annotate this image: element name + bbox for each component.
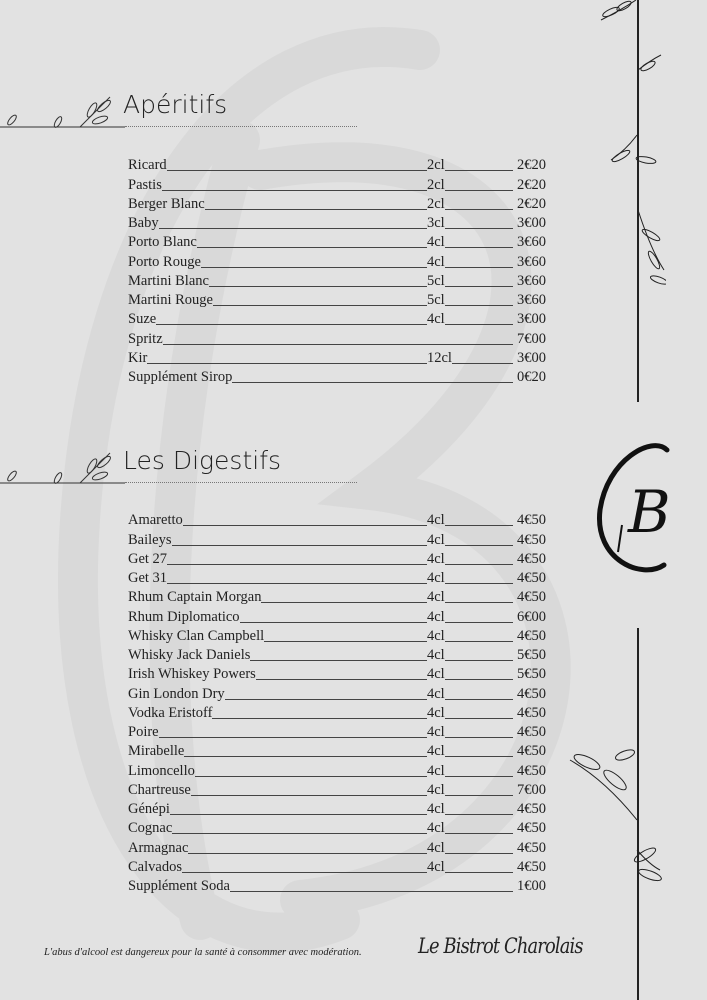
item-price: 4€50 [517, 762, 546, 779]
menu-item [128, 290, 546, 309]
item-volume: 12cl [427, 349, 452, 366]
item-volume: 5cl [427, 292, 445, 308]
leader-line [195, 776, 427, 777]
item-name: Spritz [128, 330, 163, 347]
menu-item [128, 194, 546, 213]
leader-line [445, 324, 513, 325]
leader-line [445, 228, 513, 229]
heading-leaf-icon [0, 448, 125, 493]
restaurant-signature: Le Bistrot Charolais [418, 934, 583, 958]
alcohol-warning: L'abus d'alcool est dangereux pour la santé à consommer avec modération. [44, 947, 362, 958]
menu-item [128, 348, 546, 367]
menu-item [128, 818, 546, 837]
leader-line [445, 679, 513, 680]
item-volume: 4cl [427, 820, 445, 837]
item-volume: 3cl [427, 215, 445, 231]
item-volume: 4cl [427, 512, 445, 529]
menu-item [128, 174, 546, 193]
menu-item [128, 549, 546, 568]
item-volume: 4cl [427, 781, 445, 798]
menu-item [128, 760, 546, 779]
item-name: Whisky Jack Daniels [128, 647, 251, 663]
leader-line [445, 718, 513, 719]
item-name: Ricard [128, 157, 167, 174]
item-price: 3€60 [517, 234, 546, 251]
leader-line [445, 267, 513, 268]
item-volume: 4cl [427, 666, 445, 683]
item-name: Amaretto [128, 512, 183, 529]
leader-line [182, 872, 427, 873]
leader-line [445, 583, 513, 584]
item-name: Baileys [128, 531, 172, 548]
item-price: 3€60 [517, 272, 546, 289]
menu-item [128, 529, 546, 548]
item-name: Calvados [128, 858, 182, 875]
item-volume: 2cl [427, 195, 445, 212]
leader-line [188, 853, 427, 854]
leader-line [452, 363, 513, 364]
leader-line [163, 344, 513, 345]
item-price: 1€00 [517, 878, 546, 894]
item-price: 4€50 [517, 685, 546, 702]
menu-item [128, 664, 546, 683]
item-name: Supplément Sirop [128, 369, 233, 385]
leader-line [225, 699, 427, 700]
leader-line [172, 833, 427, 834]
leader-line [212, 718, 427, 719]
leader-line [183, 525, 427, 526]
leader-line [213, 305, 427, 306]
menu-item [128, 722, 546, 741]
leader-line [445, 209, 513, 210]
item-name: Suze [128, 311, 157, 328]
leader-line [445, 853, 513, 854]
item-price: 5€50 [517, 666, 546, 683]
leader-line [264, 641, 427, 642]
item-name: Get 31 [128, 570, 168, 586]
leader-line [445, 170, 513, 171]
leader-line [191, 795, 427, 796]
item-name: Irish Whiskey Powers [128, 666, 256, 683]
item-volume: 4cl [427, 704, 445, 721]
item-volume: 4cl [427, 724, 445, 740]
item-price: 3€60 [517, 253, 546, 270]
leader-line [250, 660, 427, 661]
section-title-digestifs: Les Digestifs [123, 446, 282, 475]
item-name: Baby [128, 215, 159, 231]
leader-line [445, 545, 513, 546]
item-price: 2€20 [517, 176, 546, 193]
leader-line [445, 190, 513, 191]
item-price: 4€50 [517, 858, 546, 875]
menu-item [128, 626, 546, 645]
item-name: Martini Blanc [128, 272, 209, 289]
item-name: Armagnac [128, 839, 189, 856]
leader-line [445, 622, 513, 623]
leader-line [205, 209, 427, 210]
item-price: 4€50 [517, 512, 546, 529]
menu-item [128, 309, 546, 328]
item-volume: 4cl [427, 743, 445, 760]
item-volume: 4cl [427, 589, 445, 606]
item-price: 7€00 [517, 781, 546, 798]
leader-line [445, 660, 513, 661]
bistrot-logo [592, 440, 682, 580]
item-price: 4€50 [517, 531, 546, 548]
item-volume: 4cl [427, 531, 445, 548]
menu-item [128, 857, 546, 876]
item-price: 3€60 [517, 292, 546, 308]
leader-line [445, 602, 513, 603]
menu-item [128, 271, 546, 290]
section-title-aperitifs: Apéritifs [123, 90, 228, 119]
leader-line [230, 891, 513, 892]
menu-item [128, 741, 546, 760]
item-volume: 4cl [427, 858, 445, 875]
item-name: Porto Blanc [128, 234, 197, 251]
item-name: Porto Rouge [128, 253, 201, 270]
item-price: 4€50 [517, 570, 546, 586]
leader-line [445, 305, 513, 306]
leader-line [167, 583, 427, 584]
leader-line [445, 564, 513, 565]
item-volume: 4cl [427, 550, 445, 567]
item-name: Limoncello [128, 762, 195, 779]
menu-item [128, 837, 546, 856]
leader-line [445, 286, 513, 287]
item-volume: 2cl [427, 176, 445, 193]
item-name: Martini Rouge [128, 292, 213, 308]
item-name: Supplément Soda [128, 878, 230, 894]
leader-line [445, 247, 513, 248]
menu-item [128, 251, 546, 270]
item-price: 3€00 [517, 349, 546, 366]
item-name: Gin London Dry [128, 685, 225, 702]
leader-line [162, 190, 427, 191]
item-name: Vodka Eristoff [128, 704, 213, 721]
item-price: 6€00 [517, 608, 546, 625]
leader-line [201, 267, 427, 268]
item-price: 0€20 [517, 369, 546, 385]
leader-line [445, 776, 513, 777]
digestifs-list [128, 510, 546, 895]
menu-item [128, 799, 546, 818]
item-name: Whisky Clan Campbell [128, 627, 265, 644]
item-name: Génépi [128, 801, 170, 817]
menu-item [128, 780, 546, 799]
leader-line [167, 170, 427, 171]
dotted-divider [125, 126, 357, 127]
item-name: Rhum Captain Morgan [128, 589, 262, 606]
menu-item [128, 645, 546, 664]
svg-text:B: B [628, 478, 671, 546]
item-price: 7€00 [517, 330, 546, 347]
leader-line [256, 679, 427, 680]
leader-line [445, 756, 513, 757]
item-price: 4€50 [517, 589, 546, 606]
item-name: Mirabelle [128, 743, 185, 760]
item-price: 4€50 [517, 627, 546, 644]
leader-line [240, 622, 427, 623]
menu-item [128, 328, 546, 347]
leaf-branch-icon [596, 0, 666, 380]
item-price: 3€00 [517, 215, 546, 231]
leader-line [167, 564, 427, 565]
item-volume: 4cl [427, 253, 445, 270]
item-price: 4€50 [517, 820, 546, 837]
leader-line [170, 814, 427, 815]
leader-line [159, 228, 427, 229]
item-name: Get 27 [128, 550, 168, 567]
leader-line [445, 833, 513, 834]
menu-item [128, 213, 546, 232]
item-volume: 4cl [427, 608, 445, 625]
leader-line [232, 382, 513, 383]
item-name: Rhum Diplomatico [128, 608, 240, 625]
item-volume: 4cl [427, 234, 445, 251]
leader-line [197, 247, 427, 248]
leader-line [445, 814, 513, 815]
leader-line [209, 286, 427, 287]
menu-item [128, 510, 546, 529]
leader-line [445, 795, 513, 796]
item-volume: 4cl [427, 762, 445, 779]
item-name: Chartreuse [128, 781, 191, 798]
dotted-divider [125, 482, 357, 483]
item-volume: 4cl [427, 801, 445, 817]
item-name: Kir [128, 349, 148, 366]
leader-line [184, 756, 427, 757]
item-volume: 4cl [427, 647, 445, 663]
item-price: 4€50 [517, 724, 546, 740]
item-price: 4€50 [517, 704, 546, 721]
menu-item [128, 232, 546, 251]
item-price: 4€50 [517, 550, 546, 567]
heading-leaf-icon [0, 92, 125, 137]
aperitifs-list [128, 155, 546, 386]
item-volume: 5cl [427, 272, 445, 289]
item-volume: 4cl [427, 685, 445, 702]
menu-item [128, 587, 546, 606]
item-price: 2€20 [517, 195, 546, 212]
menu-item [128, 703, 546, 722]
leader-line [261, 602, 427, 603]
menu-item [128, 876, 546, 895]
item-name: Cognac [128, 820, 173, 837]
item-volume: 4cl [427, 627, 445, 644]
item-price: 4€50 [517, 743, 546, 760]
leader-line [445, 525, 513, 526]
leader-line [445, 699, 513, 700]
leader-line [445, 872, 513, 873]
item-price: 4€50 [517, 839, 546, 856]
item-price: 5€50 [517, 647, 546, 663]
leader-line [445, 737, 513, 738]
menu-item [128, 683, 546, 702]
leader-line [445, 641, 513, 642]
item-price: 3€00 [517, 311, 546, 328]
item-price: 4€50 [517, 801, 546, 817]
item-volume: 4cl [427, 570, 445, 586]
item-volume: 4cl [427, 839, 445, 856]
item-volume: 4cl [427, 311, 445, 328]
leader-line [159, 737, 427, 738]
item-name: Poire [128, 724, 159, 740]
menu-item [128, 155, 546, 174]
leader-line [147, 363, 427, 364]
menu-item [128, 568, 546, 587]
menu-item [128, 606, 546, 625]
menu-item [128, 367, 546, 386]
leader-line [156, 324, 427, 325]
item-volume: 2cl [427, 157, 445, 174]
item-price: 2€20 [517, 157, 546, 174]
leader-line [172, 545, 428, 546]
item-name: Berger Blanc [128, 195, 205, 212]
item-name: Pastis [128, 176, 162, 193]
